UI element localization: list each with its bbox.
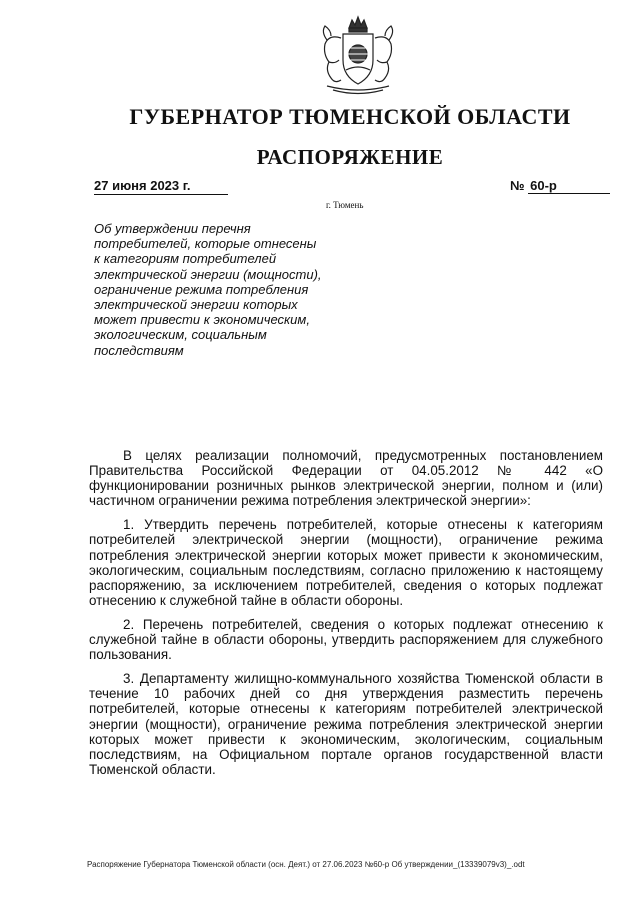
- city-label: г. Тюмень: [326, 200, 364, 210]
- number-prefix: №: [510, 178, 525, 193]
- page-title: ГУБЕРНАТОР ТЮМЕНСКОЙ ОБЛАСТИ: [129, 104, 571, 129]
- coat-of-arms-icon: [313, 14, 403, 96]
- file-footer: Распоряжение Губернатора Тюменской области (осн. Деят.) от 27.06.2023 №60-р Об утверждении_(13339079v3)_.odt: [87, 860, 525, 869]
- intro-paragraph: В целях реализации полномочий, предусмотренных постановлением Правительства Российской Федерации от 04.05.2012 № 442 «О функционировании розничных рынков электрической энергии, полном и (или) частичном ограничении режима потребления электрической энергии»:: [89, 448, 603, 509]
- number-value: 60-р: [528, 178, 610, 194]
- item-paragraph: 3. Департаменту жилищно-коммунального хозяйства Тюменской области в течение 10 рабочих дней со дня утверждения разместить перечень потребителей, которые отнесены к категориям потребителей электрической энергии (мощности), ограничение режима потребления электрической энергии которых может привести к экономическим, экологическим, социальным последствиям, на Официальном портале органов государственной власти Тюменской области.: [89, 671, 603, 777]
- document-number: [510, 178, 610, 194]
- document-body: [89, 448, 603, 786]
- item-paragraph: 2. Перечень потребителей, сведения о которых подлежат отнесению к служебной тайне в области обороны, утвердить распоряжением для служебного пользования.: [89, 616, 603, 663]
- document-type: РАСПОРЯЖЕНИЕ: [256, 145, 444, 169]
- document-date: 27 июня 2023 г.: [94, 178, 228, 195]
- document-subject: Об утверждении перечня потребителей, которые отнесены к категориям потребителей электрической энергии (мощности), ограничение режима потребления электрической энергии которых может привести к экономическим, экологическим, социальным последствиям: [94, 221, 322, 358]
- item-paragraph: 1. Утвердить перечень потребителей, которые отнесены к категориям потребителей электрической энергии (мощности), ограничение режима потребления электрической энергии которых может привести к экономическим, экологическим, социальным последствиям, согласно приложению к настоящему распоряжению, за исключением потребителей, сведения о которых подлежат отнесению к служебной тайне в области обороны.: [89, 517, 603, 608]
